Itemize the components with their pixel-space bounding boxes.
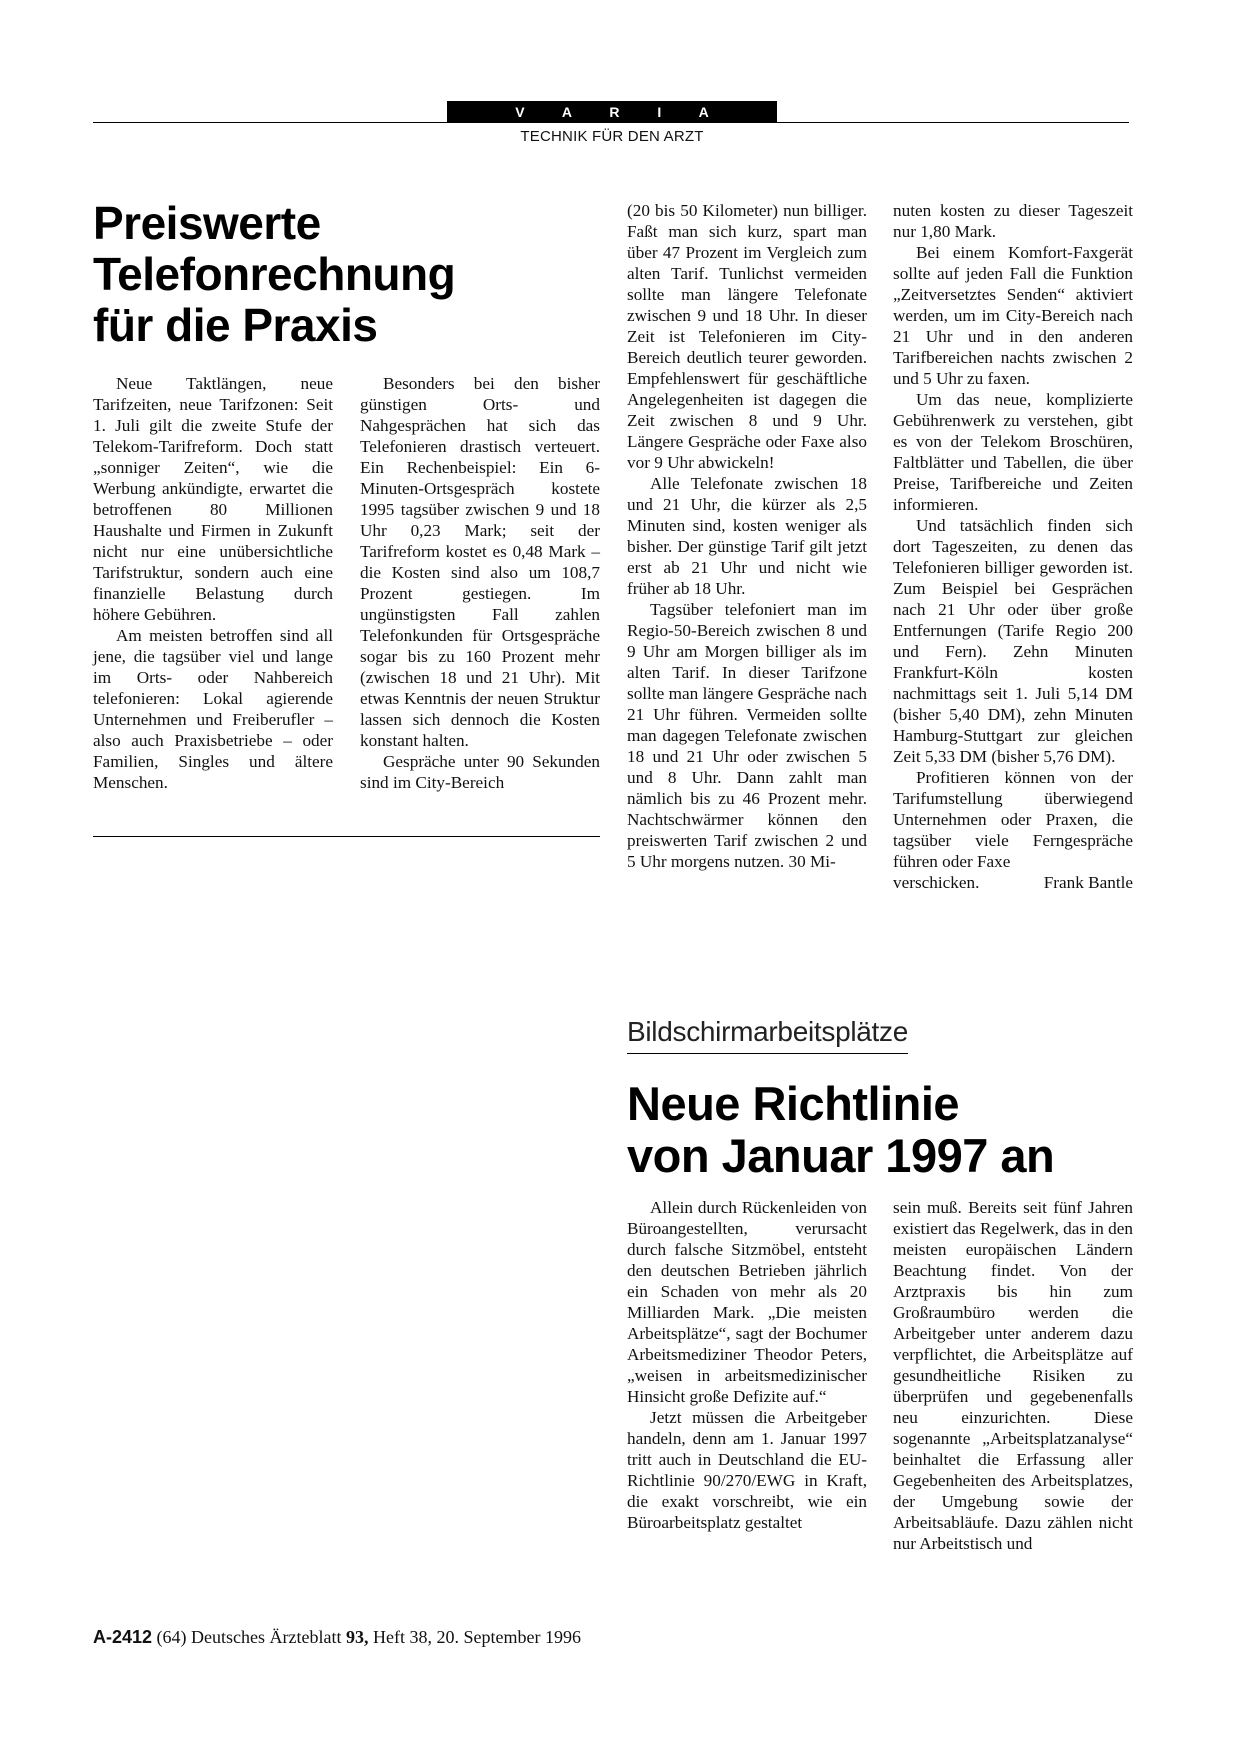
- paragraph: Tagsüber telefoniert man im Regio-50-Bereich zwischen 8 und 9 Uhr am Morgen billiger als im alten Tarif. In dieser Tarifzone sollte man längere Gespräche nach 21 Uhr führen. Vermeiden sollte man dagegen Telefonate zwischen 18 und 21 Uhr oder zwischen 5 und 8 Uhr. Dann zahlt man nämlich bis zu 46 Prozent mehr. Nachtschwärmer können den preiswerten Tarif zwischen 2 und 5 Uhr morgens nutzen. 30 Mi-: [627, 600, 867, 871]
- subsection-label: TECHNIK FÜR DEN ARZT: [520, 128, 704, 145]
- signature-line: [893, 872, 1133, 893]
- article2-title: [627, 1078, 1127, 1182]
- article1-title: [93, 198, 613, 351]
- author-name: Frank Bantle: [1043, 873, 1133, 892]
- page-footer: [93, 1627, 581, 1648]
- paragraph: Jetzt müssen die Arbeitgeber handeln, denn am 1. Januar 1997 tritt auch in Deutschland die EU-Richtlinie 90/270/EWG in Kraft, die exakt vorschreibt, wie ein Büroarbeitsplatz gestaltet: [627, 1408, 867, 1532]
- header-rule: [93, 122, 1129, 123]
- article1-column-3: [627, 200, 867, 872]
- paragraph: Neue Taktlängen, neue Tarifzeiten, neue Tarifzonen: Seit 1. Juli gilt die zweite Stufe der Telekom-Tarifreform. Doch statt „sonniger Zeiten“, wie die Werbung ankündigte, erwartet die betroffenen 80 Millionen Haushalte und Firmen in Zukunft nicht nur eine unübersichtliche Tarifstruktur, sondern auch eine finanzielle Belastung durch höhere Gebühren.: [93, 374, 333, 624]
- paragraph: sein muß. Bereits seit fünf Jahren existiert das Regelwerk, das in den meisten europäischen Ländern Beachtung findet. Von der Arztpraxis bis hin zum Großraumbüro werden die Arbeitgeber unter anderem dazu verpflichtet, die Arbeitsplätze auf gesundheitliche Risiken zu überprüfen und gegebenenfalls neu einzurichten. Diese sogenannte „Arbeitsplatzanalyse“ beinhaltet die Erfassung aller Gegebenheiten des Arbeitsplatzes, der Umgebung sowie der Arbeitsabläufe. Dazu zählen nicht nur Arbeitstisch und: [893, 1198, 1133, 1553]
- paragraph: Alle Telefonate zwischen 18 und 21 Uhr, die kürzer als 2,5 Minuten sind, kosten weniger als bisher. Der günstige Tarif gilt jetzt erst ab 21 Uhr und nicht wie früher ab 18 Uhr.: [627, 474, 867, 598]
- paragraph: nuten kosten zu dieser Tageszeit nur 1,80 Mark.: [893, 201, 1133, 241]
- volume-number: 93,: [346, 1627, 369, 1647]
- article1-title-line: Telefonrechnung: [93, 248, 456, 300]
- issue-info: Heft 38, 20. September 1996: [373, 1627, 581, 1647]
- paragraph: Und tatsächlich finden sich dort Tageszeiten, zu denen das Telefonieren billiger geworden ist. Zum Beispiel bei Gesprächen nach 21 Uhr oder über große Entfernungen (Tarife Regio 200 und Fern). Zehn Minuten Frankfurt-Köln kosten nachmittags seit 1. Juli 5,14 DM (bisher 5,40 DM), zehn Minuten Hamburg-Stuttgart zur gleichen Zeit 5,33 DM (bisher 5,76 DM).: [893, 516, 1133, 766]
- paragraph: Gespräche unter 90 Sekunden sind im City-Bereich: [360, 752, 600, 792]
- page-number: (64): [156, 1627, 187, 1647]
- paragraph: Um das neue, komplizierte Gebührenwerk zu verstehen, gibt es von der Telekom Broschüren, Faltblätter und Tabellen, die über Preise, Tarifbereiche und Zeiten informieren.: [893, 390, 1133, 514]
- article2-title-line: von Januar 1997 an: [627, 1129, 1055, 1182]
- journal-name: Deutsches Ärzteblatt: [191, 1627, 342, 1647]
- article1-column-4: [893, 200, 1133, 893]
- article2-title-line: Neue Richtlinie: [627, 1077, 960, 1130]
- page-id: A-2412: [93, 1627, 153, 1647]
- paragraph: Am meisten betroffen sind all jene, die tagsüber viel und lange im Orts- oder Nahbereich telefonieren: Lokal agierende Unternehmen und Freiberufler – also auch Praxisbetriebe – oder Familien, Singles und ältere Menschen.: [93, 626, 333, 792]
- article1-column-2: [360, 373, 600, 793]
- article1-title-line: für die Praxis: [93, 299, 378, 351]
- paragraph: Profitieren können von der Tarifumstellung überwiegend Unternehmen oder Praxen, die tagsüber viele Ferngespräche führen oder Faxe: [893, 768, 1133, 871]
- article2-column-1: [627, 1197, 867, 1533]
- closing-text: verschicken.: [893, 873, 980, 892]
- paragraph: Besonders bei den bisher günstigen Orts- und Nahgesprächen hat sich das Telefonieren drastisch verteuert. Ein Rechenbeispiel: Ein 6-Minuten-Ortsgespräch kostete 1995 tagsüber zwischen 9 und 18 Uhr 0,23 Mark; seit der Tarifreform kostet es 0,48 Mark – die Kosten sind also um 108,7 Prozent gestiegen. Im ungünstigsten Fall zahlen Telefonkunden für Ortsgespräche sogar bis zu 160 Prozent mehr (zwischen 18 und 21 Uhr). Mit etwas Kenntnis der neuen Struktur lassen sich dennoch die Kosten konstant halten.: [360, 374, 600, 750]
- section-label: V A R I A: [447, 101, 777, 122]
- article2-kicker: Bildschirmarbeitsplätze: [627, 1016, 908, 1054]
- article2-column-2: [893, 1197, 1133, 1554]
- paragraph: Bei einem Komfort-Faxgerät sollte auf jeden Fall die Funktion „Zeitversetztes Senden“ aktiviert werden, um im City-Bereich nach 21 Uhr und in den anderen Tarifbereichen nachts zwischen 2 und 5 Uhr zu faxen.: [893, 243, 1133, 388]
- article1-column-1: [93, 373, 333, 793]
- paragraph: Allein durch Rückenleiden von Büroangestellten, verursacht durch falsche Sitzmöbel, entsteht den deutschen Betrieben jährlich ein Schaden von mehr als 20 Milliarden Mark. „Die meisten Arbeitsplätze“, sagt der Bochumer Arbeitsmediziner Theodor Peters, „weisen in arbeitsmedizinischer Hinsicht große Defizite auf.“: [627, 1198, 867, 1406]
- paragraph: (20 bis 50 Kilometer) nun billiger. Faßt man sich kurz, spart man über 47 Prozent im Vergleich zum alten Tarif. Tunlichst vermeiden sollte man längere Telefonate zwischen 9 und 18 Uhr. In dieser Zeit ist Telefonieren im City-Bereich deutlich teurer geworden. Empfehlenswert für geschäftliche Angelegenheiten ist dagegen die Zeit zwischen 8 und 9 Uhr. Längere Gespräche oder Faxe also vor 9 Uhr abwickeln!: [627, 201, 867, 472]
- column-end-rule: [93, 836, 600, 837]
- article1-title-line: Preiswerte: [93, 197, 321, 249]
